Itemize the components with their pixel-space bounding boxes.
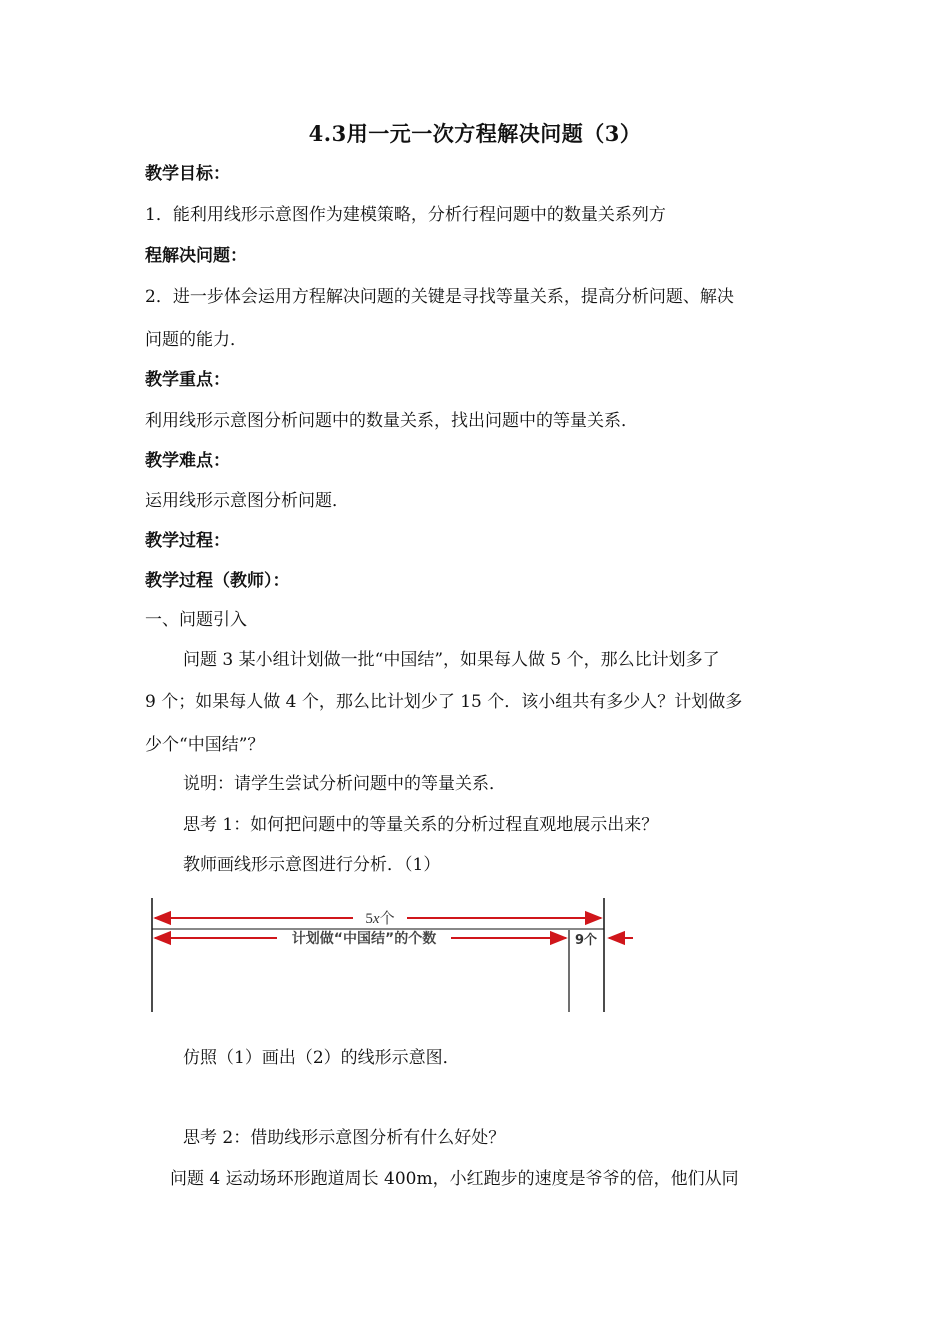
objective-2-line-1: 2．进一步体会运用方程解决问题的关键是寻找等量关系，提高分析问题、解决: [145, 287, 734, 307]
difficulty-heading: 教学难点：: [145, 451, 230, 471]
problem-3-line-2: 9 个；如果每人做 4 个，那么比计划少了 15 个．该小组共有多少人？计划做多: [145, 692, 743, 712]
difficulty-text: 运用线形示意图分析问题．: [145, 491, 349, 511]
think-1-text: 思考 1：如何把问题中的等量关系的分析过程直观地展示出来？: [183, 815, 659, 835]
section-intro: 一、问题引入: [145, 610, 247, 630]
objective-1-line-2: 程解决问题：: [145, 246, 247, 266]
process-teacher-heading: 教学过程（教师）：: [145, 571, 290, 591]
bottom-arrow-label: 计划做“中国结”的个数: [291, 931, 437, 947]
problem-3-line-1: 问题 3 某小组计划做一批“中国结”，如果每人做 5 个，那么比计划多了: [183, 650, 720, 670]
problem-3-line-3: 少个“中国结”？: [145, 735, 265, 755]
problem-4-line-1: 问题 4 运动场环形跑道周长 400m，小红跑步的速度是爷爷的倍，他们从同: [170, 1169, 739, 1189]
note-text: 说明：请学生尝试分析问题中的等量关系．: [183, 774, 506, 794]
extra-segment-label: 9个: [574, 933, 598, 948]
key-points-text: 利用线形示意图分析问题中的数量关系，找出问题中的等量关系．: [145, 411, 638, 431]
page-title: 4.3用一元一次方程解决问题（3）: [308, 121, 642, 146]
teacher-draw-text: 教师画线形示意图进行分析．（1）: [183, 855, 441, 875]
top-arrow-label: 5x个: [365, 911, 395, 927]
line-diagram: [145, 892, 645, 1017]
process-heading: 教学过程：: [145, 531, 230, 551]
key-points-heading: 教学重点：: [145, 370, 230, 390]
objective-1-line-1: 1．能利用线形示意图作为建模策略，分析行程问题中的数量关系列方: [145, 205, 666, 225]
objectives-heading: 教学目标：: [145, 164, 230, 184]
objective-2-line-2: 问题的能力．: [145, 330, 247, 350]
imitate-text: 仿照（1）画出（2）的线形示意图．: [183, 1048, 460, 1068]
think-2-text: 思考 2：借助线形示意图分析有什么好处？: [183, 1128, 506, 1148]
